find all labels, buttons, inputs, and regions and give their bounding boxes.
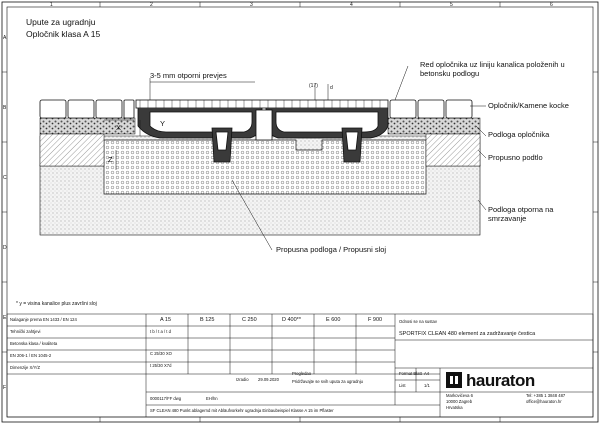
email: office@hauraton.hr xyxy=(526,399,562,404)
load-class-d400: D 400** xyxy=(282,317,301,323)
paving-base-label: Podloga opločnika xyxy=(488,130,550,139)
address-line-2: 10000 Zagreb xyxy=(446,399,473,404)
sheet-value: 1/1 xyxy=(424,383,430,388)
bottom-title: SF CLEAN 480 Punkt ablagernd mit Abläufvorkehr ugradnja Einbaubeispiel Klasse A 15 im Pflaster xyxy=(150,408,334,413)
border-col-3: 3 xyxy=(250,2,253,8)
title-block-grid xyxy=(7,314,593,417)
border-row-d: D xyxy=(3,245,7,251)
date-value: 29.09.2020 xyxy=(258,377,279,382)
border-col-6: 6 xyxy=(550,2,553,8)
concrete-bed xyxy=(104,140,426,194)
doc-short: EH/hn xyxy=(206,396,218,401)
load-class-f900: F 900 xyxy=(368,317,383,323)
frost-layer-label: Podloga otporna na smrzavanje xyxy=(488,205,554,224)
dim-y-label: Y xyxy=(160,119,166,128)
dim-17-label: (17) xyxy=(309,83,318,89)
border-col-4: 4 xyxy=(350,2,353,8)
side-hatch-left xyxy=(40,134,104,166)
address-line-3: Hrvatska xyxy=(446,405,463,410)
paving-stones-right xyxy=(390,100,472,118)
install-note: Pridržavajte se svih uputa za ugradnju xyxy=(292,379,363,384)
row-label-requirements: Tehnički zahtjevi xyxy=(10,329,41,334)
load-class-b125: B 125 xyxy=(200,317,215,323)
row-label-en206: EN 206-1 / EN 1045-2 xyxy=(10,353,52,358)
dim-z-label: Z xyxy=(108,155,113,164)
tolerance-label: 3-5 mm otporni prevjes xyxy=(150,71,227,80)
address-line-1: Markovićeva 6 xyxy=(446,393,473,398)
concrete-value-1: C 25/30 XO xyxy=(150,351,172,356)
phone: Tel: +385 1 3848 487 xyxy=(526,393,566,398)
row-label-concrete: Betonska klasa / kvaliteta xyxy=(10,341,58,346)
border-col-5: 5 xyxy=(450,2,453,8)
side-hatch-right xyxy=(426,134,480,166)
dim-d-label: d xyxy=(330,85,333,91)
load-class-e600: E 600 xyxy=(326,317,341,323)
paving-stones-left xyxy=(40,100,134,118)
company-name: hauraton xyxy=(466,371,535,390)
dim-x-label: X xyxy=(116,123,122,132)
row-label-dimensions: Dimenzije X/Y/Z xyxy=(10,365,41,370)
paving-base-right xyxy=(388,118,480,134)
paving-row-label: Red opločnika uz liniju kanalica položenih u betonsku podlogu xyxy=(420,60,565,79)
paving-stone-label: Opločnik/Kamene kocke xyxy=(488,101,569,110)
load-class-a15: A 15 xyxy=(160,317,172,323)
border-row-b: B xyxy=(3,105,7,111)
border-col-2: 2 xyxy=(150,2,153,8)
permeable-base-label: Propusno podtlo xyxy=(488,153,543,162)
sheet-label: List xyxy=(399,383,406,388)
border-row-e: E xyxy=(3,315,7,321)
load-class-c250: C 250 xyxy=(242,317,257,323)
footnote: * y = visina kanalice plus završni sloj xyxy=(16,301,97,307)
date-label: Izradio xyxy=(236,377,249,382)
product-header: Odnosi se na sustav xyxy=(399,319,437,324)
border-row-a: A xyxy=(3,35,7,41)
format-label: Format Blatt xyxy=(399,371,422,376)
border-row-f: F xyxy=(3,385,7,391)
format-value: A4 xyxy=(424,371,430,376)
border-row-c: C xyxy=(3,175,7,181)
issued-label: Pregledao xyxy=(292,371,312,376)
permeable-layer-label: Propusna podloga / Propusni sloj xyxy=(276,245,387,254)
page-subtitle: Opločnik klasa A 15 xyxy=(26,29,101,39)
border-col-1: 1 xyxy=(50,2,53,8)
page-title: Upute za ugradnju xyxy=(26,17,96,27)
concrete-value-2: t 25/30 X7d xyxy=(150,363,172,368)
row-label-load: Nalaganje prema EN 1433 / EN 124 xyxy=(10,317,77,322)
hauraton-logo-mark xyxy=(446,372,462,388)
requirements-value: t b / t a / t d xyxy=(150,329,171,334)
doc-number: 0000117/FF dwg xyxy=(150,396,182,401)
product-name: SPORTFIX CLEAN 480 element za zadržavanje čestica xyxy=(399,331,536,337)
